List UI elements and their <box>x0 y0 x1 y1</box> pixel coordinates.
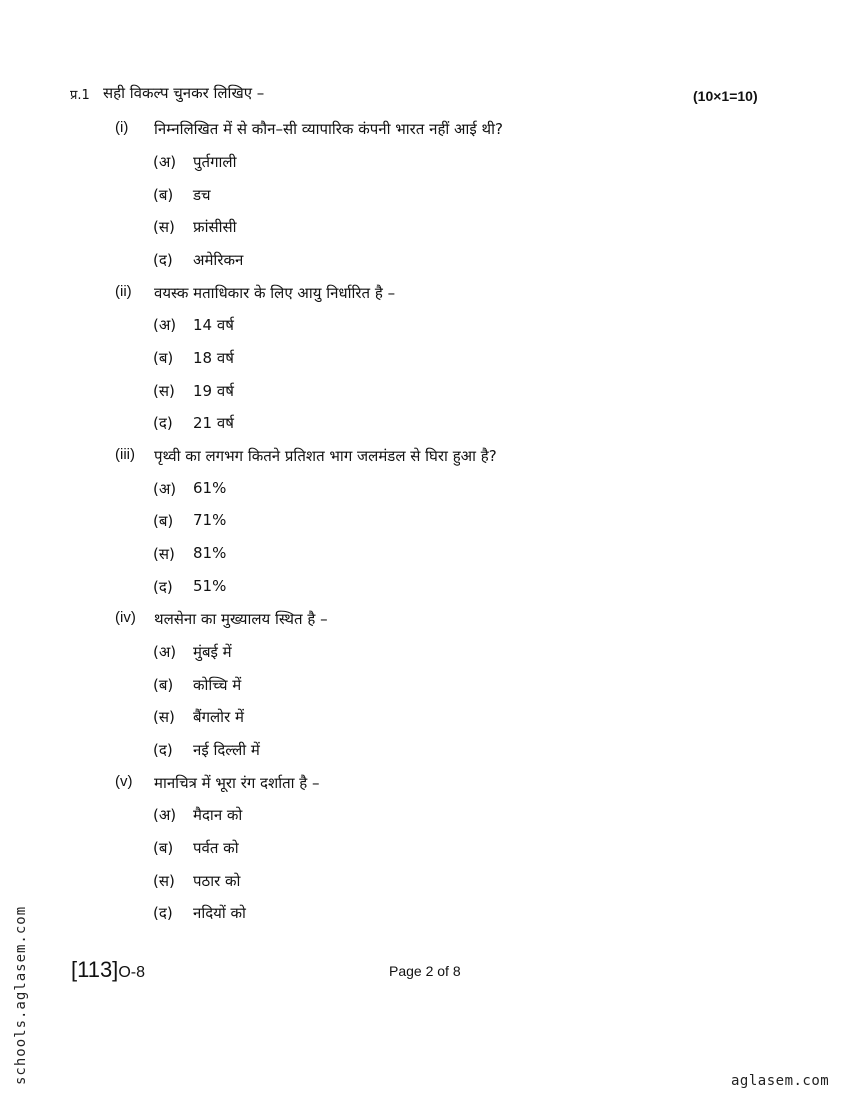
option-label: (ब) <box>153 676 174 694</box>
option-label: (स) <box>153 218 175 236</box>
side-watermark: schools.aglasem.com <box>13 905 29 1085</box>
option-label: (अ) <box>153 316 177 334</box>
subquestion-number: (ii) <box>115 283 132 300</box>
question-number: प्र.1 <box>70 88 90 103</box>
option-label: (अ) <box>153 806 177 824</box>
paper-code-suffix: O-8 <box>118 964 145 981</box>
subquestion-stem: पृथ्वी का लगभग कितने प्रतिशत भाग जलमंडल से घिरा हुआ है? <box>154 447 497 465</box>
option-label: (ब) <box>153 839 174 857</box>
option-text: 19 वर्ष <box>193 382 234 400</box>
option-text: मुंबई में <box>193 643 232 661</box>
option-label: (अ) <box>153 643 177 661</box>
option-text: 81% <box>193 544 227 562</box>
option-label: (स) <box>153 872 175 890</box>
subquestion-stem: वयस्क मताधिकार के लिए आयु निर्धारित है – <box>154 284 396 302</box>
option-text: नई दिल्ली में <box>193 741 260 759</box>
option-label: (अ) <box>153 153 177 171</box>
subquestion-number: (iv) <box>115 609 136 626</box>
option-text: मैदान को <box>193 806 243 824</box>
option-text: डच <box>193 186 211 204</box>
option-text: 61% <box>193 479 227 497</box>
option-label: (अ) <box>153 480 177 498</box>
option-text: 21 वर्ष <box>193 414 234 432</box>
option-label: (स) <box>153 545 175 563</box>
option-text: 51% <box>193 577 227 595</box>
option-text: 18 वर्ष <box>193 349 234 367</box>
option-label: (ब) <box>153 349 174 367</box>
option-text: 14 वर्ष <box>193 316 234 334</box>
subquestion-stem: थलसेना का मुख्यालय स्थित है – <box>154 610 328 628</box>
option-text: 71% <box>193 511 227 529</box>
option-label: (द) <box>153 904 173 922</box>
option-label: (द) <box>153 578 173 596</box>
option-text: कोच्चि में <box>193 676 242 694</box>
option-label: (द) <box>153 414 173 432</box>
subquestion-number: (iii) <box>115 446 135 463</box>
subquestion-stem: मानचित्र में भूरा रंग दर्शाता है – <box>154 774 320 792</box>
option-label: (ब) <box>153 512 174 530</box>
option-label: (ब) <box>153 186 174 204</box>
option-label: (स) <box>153 708 175 726</box>
marks-allocation: (10×1=10) <box>693 88 758 104</box>
option-text: पठार को <box>193 872 241 890</box>
option-label: (द) <box>153 251 173 269</box>
subquestion-stem: निम्नलिखित में से कौन–सी व्यापारिक कंपनी भारत नहीं आई थी? <box>154 120 503 138</box>
subquestion-number: (v) <box>115 773 133 790</box>
subquestion-number: (i) <box>115 119 129 136</box>
question-title: सही विकल्प चुनकर लिखिए – <box>103 84 265 102</box>
option-text: अमेरिकन <box>193 251 244 269</box>
option-text: पर्वत को <box>193 839 239 857</box>
option-text: बैंगलोर में <box>193 708 244 726</box>
bottom-watermark: aglasem.com <box>731 1073 830 1089</box>
option-text: नदियों को <box>193 904 246 922</box>
paper-code-main: [113] <box>71 957 119 982</box>
page-number: Page 2 of 8 <box>389 963 461 979</box>
paper-code <box>71 957 145 983</box>
option-label: (स) <box>153 382 175 400</box>
option-text: फ्रांसीसी <box>193 218 237 236</box>
option-label: (द) <box>153 741 173 759</box>
option-text: पुर्तगाली <box>193 153 237 171</box>
